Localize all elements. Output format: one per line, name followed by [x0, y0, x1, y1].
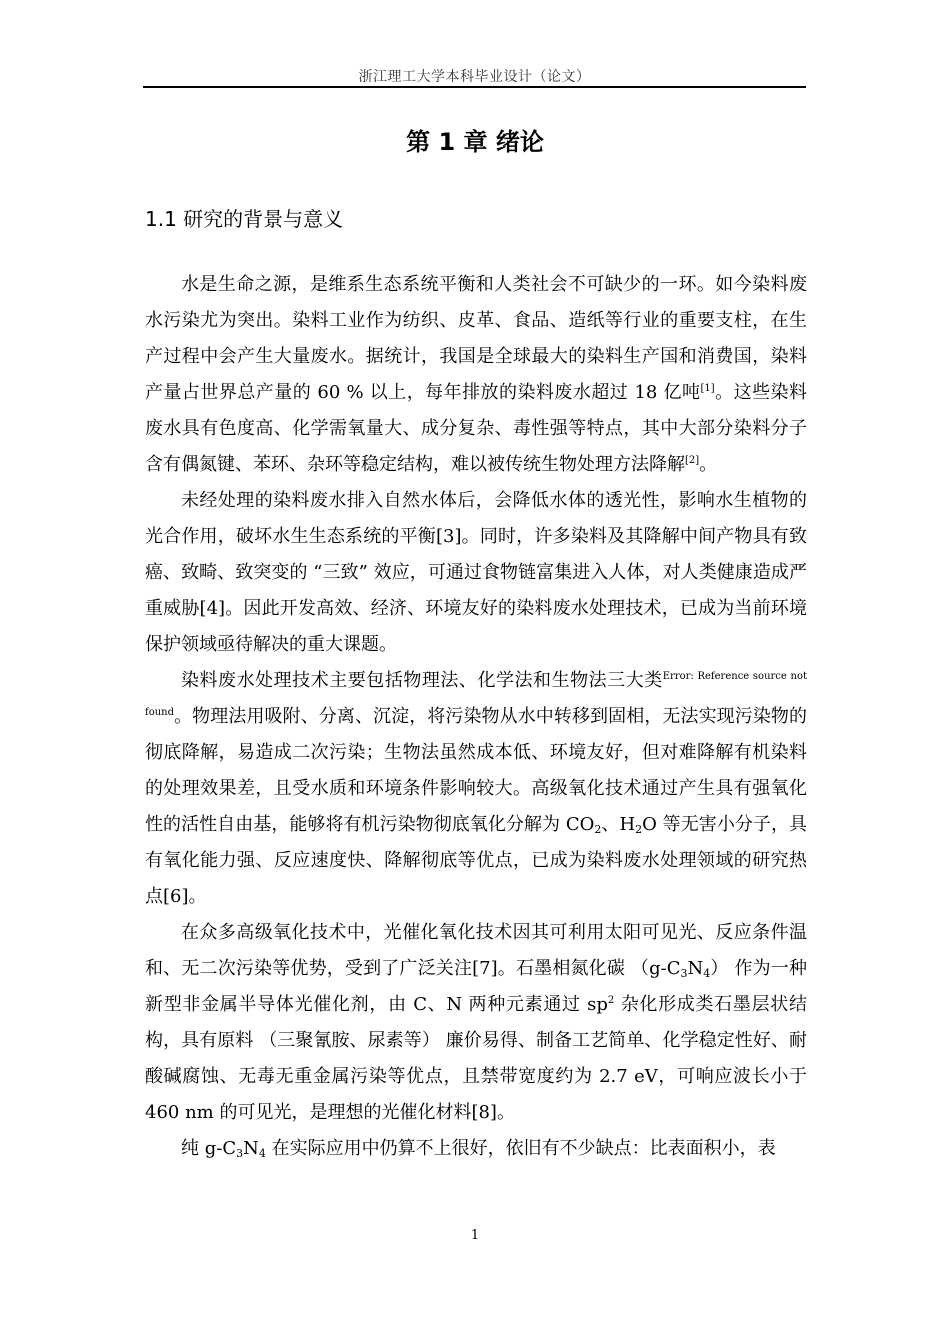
- subscript: 3: [680, 967, 688, 980]
- subscript: 2: [635, 823, 643, 836]
- paragraph-text: 。这些染料废水具有色度高、化学需氧量大、成分复杂、毒性强等特点，其中大部分染料分子含有偶氮键、苯环、杂环等稳定结构，难以被传统生物处理方法降解: [145, 382, 807, 475]
- paragraph-text: 纯 g-C: [181, 1138, 237, 1159]
- paragraph-text: 、H: [601, 814, 636, 835]
- paragraph-5: [145, 1131, 807, 1167]
- subscript: 3: [236, 1147, 244, 1160]
- paragraph-text: N: [243, 1138, 259, 1159]
- paragraph-text: O 等无害小分子，具有氧化能力强、反应速度快、降解彻底等优点，已成为染料废水处理领域的研究热点[6]。: [145, 814, 808, 907]
- paragraph-1: [145, 267, 807, 483]
- chapter-title: 第 1 章 绪论: [406, 128, 544, 156]
- paragraph-text: 水是生命之源，是维系生态系统平衡和人类社会不可缺少的一环。如今染料废水污染尤为突出。染料工业作为纺织、皮革、食品、造纸等行业的重要支柱，在生产过程中会产生大量废水。据统计，我国是全球最大的染料生产国和消费国，染料产量占世界总产量的 60 % 以上，每年排放的染料废水超过 18 亿吨: [145, 274, 807, 403]
- paragraph-2: 未经处理的染料废水排入自然水体后，会降低水体的透光性，影响水生植物的光合作用，破坏水生生态系统的平衡[3]。同时，许多染料及其降解中间产物具有致癌、致畸、致突变的 “三致” 效应，可通过食物链富集进入人体，对人类健康造成严重威胁[4]。因此开发高效、经济、环境友好的染料废水处理技术，已成为当前环境保护领域亟待解决的重大课题。: [145, 490, 807, 655]
- paragraph-text: ） 作为一种新型非金属半导体光催化剂，由 C、N 两种元素通过 sp: [145, 958, 808, 1015]
- header-rule: [143, 86, 806, 88]
- superscript: 2: [607, 995, 615, 1006]
- paragraph-text: 染料废水处理技术主要包括物理法、化学法和生物法三大类: [181, 670, 663, 691]
- paragraph-text: 杂化形成类石墨层状结构，具有原料 （三聚氰胺、尿素等） 廉价易得、制备工艺简单、化学稳定性好、耐酸碱腐蚀、无毒无重金属污染等优点，且禁带宽度约为 2.7 eV，可响应波长小于 460 nm 的可见光，是理想的光催化材料[8]。: [145, 994, 807, 1123]
- page-number: 1: [470, 1228, 480, 1243]
- paragraph-text: 在实际应用中仍算不上很好，依旧有不少缺点：比表面积小，表: [265, 1138, 776, 1159]
- paragraph-text: 在众多高级氧化技术中，光催化氧化技术因其可利用太阳可见光、反应条件温和、无二次污染等优势，受到了广泛关注[7]。石墨相氮化碳 （g-C: [145, 922, 807, 979]
- paragraph-3: [145, 663, 807, 915]
- paragraph-text: N: [687, 958, 704, 979]
- paragraph-text: 。物理法用吸附、分离、沉淀，将污染物从水中转移到固相，无法实现污染物的彻底降解，易造成二次污染；生物法虽然成本低、环境友好，但对难降解有机染料的处理效果差，且受水质和环境条件影响较大。高级氧化技术通过产生具有强氧化性的活性自由基，能够将有机污染物彻底氧化分解为 CO: [145, 706, 807, 835]
- subscript: 2: [594, 823, 602, 836]
- citation-2: [2]: [685, 455, 700, 466]
- paragraph-4: [145, 915, 807, 1131]
- running-header: 浙江理工大学本科毕业设计（论文）: [358, 69, 591, 85]
- citation-1: [1]: [700, 383, 715, 394]
- section-title: 1.1 研究的背景与意义: [145, 207, 344, 231]
- subscript: 4: [703, 967, 711, 980]
- subscript: 4: [258, 1147, 266, 1160]
- reference-error-note: Error: Reference source not found: [145, 671, 807, 718]
- paragraph-text: 。: [699, 454, 718, 475]
- body-text: [145, 267, 807, 1167]
